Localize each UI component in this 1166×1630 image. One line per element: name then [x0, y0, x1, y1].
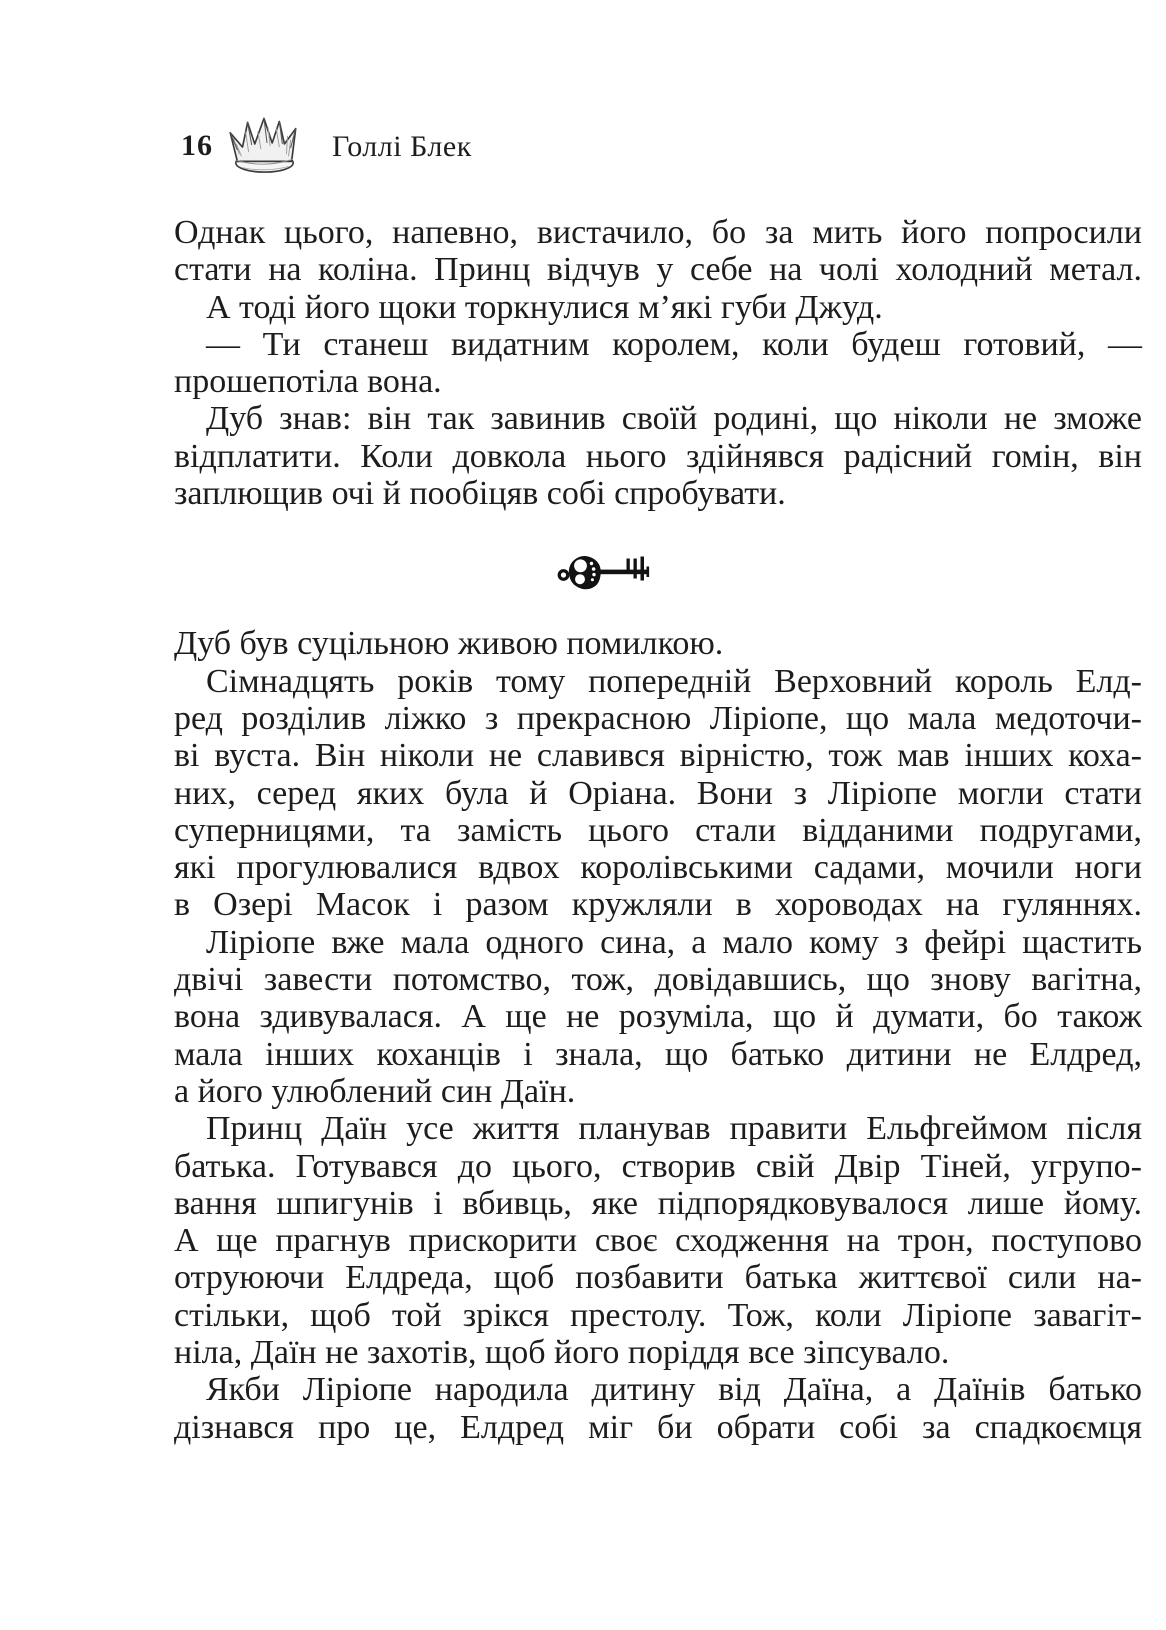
text-line: Ліріопе вже мала одного сина, а мало кому з фейрі щастить — [206, 923, 1142, 961]
text-line: отруюючи Елдреда, щоб позбавити батька життєвої сили на- — [174, 1259, 1142, 1297]
paragraph — [174, 1371, 1142, 1446]
text-line: Принц Даїн усе життя планував правити Ельфгеймом після — [206, 1110, 1142, 1148]
text-line: мала інших коханців і знала, що батько дитини не Елдред, — [174, 1035, 1142, 1073]
text-line: стати на коліна. Принц відчув у себе на чолі холодний метал. — [174, 251, 1142, 289]
text-line: Сімнадцять років тому попередній Верховний король Елд- — [206, 662, 1142, 700]
text-line: ніла, Даїн не захотів, щоб його поріддя все зіпсувало. — [174, 1334, 950, 1372]
text-line: — Ти станеш видатним королем, коли будеш готовий, — — [206, 325, 1142, 363]
text-line: Дуб був суцільною живою помилкою. — [174, 625, 724, 663]
text-line: дізнався про це, Елдред міг би обрати собі за спадкоємця — [174, 1408, 1142, 1446]
paragraph — [174, 400, 1142, 512]
crown-illustration — [221, 115, 309, 175]
skeleton-key-icon — [557, 552, 655, 592]
text-line: Дуб знав: він так завинив своїй родині, що ніколи не зможе — [206, 400, 1142, 438]
text-line: Однак цього, напевно, вистачило, бо за мить його попросили — [174, 214, 1142, 251]
text-line: прошепотіла вона. — [174, 363, 442, 401]
text-line: суперницями, та замість цього стали відданими подругами, — [174, 811, 1142, 849]
text-line: заплющив очі й пообіцяв собі спробувати. — [174, 475, 786, 513]
paragraph — [174, 625, 1142, 662]
paragraph — [174, 326, 1142, 401]
text-line: стільки, щоб той зрікся престолу. Тож, коли Ліріопе завагіт- — [174, 1296, 1142, 1334]
text-line: відплатити. Коли довкола нього здійнявся радісний гомін, він — [174, 437, 1142, 475]
text-line: а його улюблений син Даїн. — [174, 1072, 576, 1110]
paragraph — [174, 1110, 1142, 1371]
text-line: А тоді його щоки торкнулися м’які губи Джуд. — [206, 288, 883, 326]
text-line: Якби Ліріопе народила дитину від Даїна, а Даїнів батько — [206, 1371, 1142, 1409]
text-line: ред розділив ліжко з прекрасною Ліріопе, що мала медоточи- — [174, 699, 1142, 737]
paragraph — [174, 663, 1142, 924]
text-line: ві вуста. Він ніколи не славився вірністю, тож мав інших коха- — [174, 737, 1142, 775]
text-line: батька. Готувався до цього, створив свій Двір Тіней, угрупо- — [174, 1147, 1142, 1185]
text-line: них, серед яких була й Оріана. Вони з Ліріопе могли стати — [174, 774, 1142, 812]
paragraph — [174, 924, 1142, 1110]
text-line: двічі завести потомство, тож, довідавшись, що знову вагітна, — [174, 961, 1142, 999]
page-number: 16 — [181, 129, 213, 162]
text-line: А ще прагнув прискорити своє сходження на трон, поступово — [174, 1222, 1142, 1260]
text-line: які прогулювалися вдвох королівськими садами, мочили ноги — [174, 849, 1142, 887]
text-line: вання шпигунів і вбивць, яке підпорядковувалося лише йому. — [174, 1184, 1142, 1222]
running-header-author: Голлі Блек — [332, 130, 472, 163]
text-line: в Озері Масок і разом кружляли в хороводах на гуляннях. — [174, 886, 1142, 924]
section-divider — [174, 512, 1142, 625]
body-text — [174, 214, 1142, 1446]
text-line: вона здивувалася. А ще не розуміла, що й думати, бо також — [174, 998, 1142, 1036]
paragraph — [174, 289, 1142, 326]
paragraph — [174, 214, 1142, 289]
